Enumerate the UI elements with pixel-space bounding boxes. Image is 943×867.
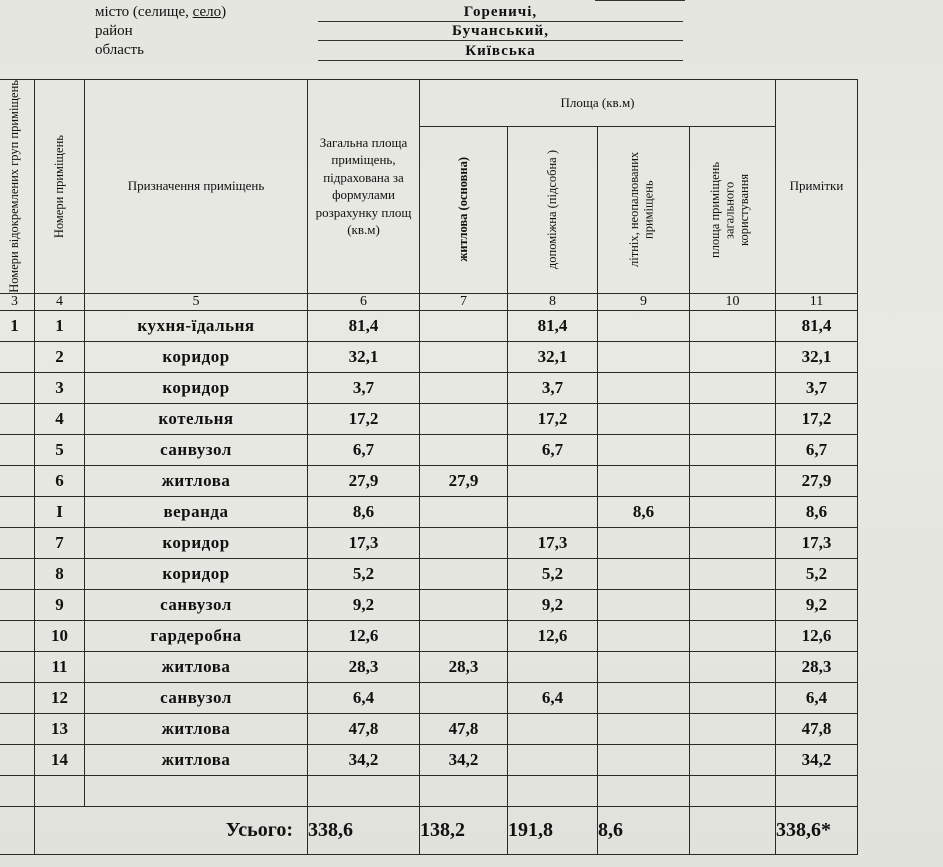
cell-summer-area [598,713,690,744]
table-row [0,527,858,558]
cell-common-area [690,589,776,620]
cell-notes: 5,2 [776,558,858,589]
cell-group-no [0,744,35,775]
cell-purpose: гардеробна [85,620,308,651]
col-auxiliary-header: допоміжна (підсобна ) [508,126,598,293]
cell-room-no: 4 [35,403,85,434]
cell-living-area [420,403,508,434]
cell-notes: 8,6 [776,496,858,527]
cell-group-no [0,620,35,651]
cell-auxiliary-area [508,775,598,806]
cell-common-area [690,558,776,589]
rooms-table [0,79,858,855]
col-number: 5 [85,293,308,310]
table-row [0,496,858,527]
cell-living-area [420,589,508,620]
cell-purpose: житлова [85,651,308,682]
cell-summer-area [598,465,690,496]
cell-purpose: житлова [85,744,308,775]
cell-group-no [0,403,35,434]
cell-summer-area [598,558,690,589]
cell-notes: 34,2 [776,744,858,775]
cell-total-area: 9,2 [308,589,420,620]
cell-total-area: 47,8 [308,713,420,744]
cell-auxiliary-area: 6,4 [508,682,598,713]
cell-notes: 6,7 [776,434,858,465]
col-notes-header: Примітки [776,80,858,294]
cell-notes: 81,4 [776,310,858,341]
cell-total-area: 17,2 [308,403,420,434]
cell-summer-area [598,682,690,713]
cell-group-no [0,682,35,713]
cell-living-area [420,434,508,465]
cell-notes: 17,3 [776,527,858,558]
cell-summer-area [598,744,690,775]
cell-common-area [690,465,776,496]
cell-purpose: коридор [85,527,308,558]
cell-total-area: 32,1 [308,341,420,372]
cell-room-no: I [35,496,85,527]
cell-living-area [420,558,508,589]
cell-purpose: санвузол [85,589,308,620]
table-row [0,403,858,434]
cell-room-no: 11 [35,651,85,682]
cell-room-no: 1 [35,310,85,341]
cell-auxiliary-area [508,465,598,496]
cell-purpose: коридор [85,558,308,589]
cell-total-area: 12,6 [308,620,420,651]
cell-group-no [0,713,35,744]
cell-living-area: 47,8 [420,713,508,744]
cell-group-no [0,496,35,527]
col-purpose-header: Призначення приміщень [85,80,308,294]
cell-notes: 27,9 [776,465,858,496]
cell-total-area: 3,7 [308,372,420,403]
cell-group-no [0,341,35,372]
col-number: 7 [420,293,508,310]
cell-common-area [690,310,776,341]
cell-purpose: житлова [85,713,308,744]
cell-group-no [0,651,35,682]
cell-common-area [690,341,776,372]
cell-common-area [690,403,776,434]
cell-auxiliary-area: 5,2 [508,558,598,589]
cell-purpose: коридор [85,341,308,372]
totals-notes: 338,6* [776,806,858,854]
cell-auxiliary-area [508,744,598,775]
district-value: Бучанський, [318,23,683,41]
cell-purpose: житлова [85,465,308,496]
col-number: 3 [0,293,35,310]
cell-common-area [690,372,776,403]
cell-total-area: 6,4 [308,682,420,713]
cell-notes: 12,6 [776,620,858,651]
cell-purpose: кухня-їдальня [85,310,308,341]
cell-summer-area [598,651,690,682]
cell-room-no: 10 [35,620,85,651]
cell-purpose: котельня [85,403,308,434]
cell-notes: 3,7 [776,372,858,403]
cell-auxiliary-area: 6,7 [508,434,598,465]
cell-room-no: 8 [35,558,85,589]
cell-summer-area [598,527,690,558]
cell-notes: 17,2 [776,403,858,434]
col-number: 6 [308,293,420,310]
col-number: 10 [690,293,776,310]
cell-summer-area [598,434,690,465]
region-value: Київська [318,43,683,61]
region-label: область [95,42,144,58]
cell-group-no [0,527,35,558]
col-common-header: площа приміщень загального користування [690,126,776,293]
cell-group-no: 1 [0,310,35,341]
cell-notes: 9,2 [776,589,858,620]
table-row [0,589,858,620]
table-row [0,310,858,341]
cell-living-area: 28,3 [420,651,508,682]
col-summer-header: літніх, неопалюваних приміщень [598,126,690,293]
totals-total-area: 338,6 [308,806,420,854]
cell-room-no: 13 [35,713,85,744]
cell-auxiliary-area [508,713,598,744]
cell-common-area [690,527,776,558]
cell-group-no [0,558,35,589]
cell-living-area: 34,2 [420,744,508,775]
cell-living-area [420,775,508,806]
cell-notes: 28,3 [776,651,858,682]
cell-room-no: 7 [35,527,85,558]
table-row [0,558,858,589]
cell-total-area: 34,2 [308,744,420,775]
cell-summer-area [598,403,690,434]
cell-total-area: 6,7 [308,434,420,465]
cell-living-area: 27,9 [420,465,508,496]
cell-summer-area [598,775,690,806]
col-room-no-header: Номери приміщень [35,80,85,294]
cell-room-no: 6 [35,465,85,496]
cell-room-no: 5 [35,434,85,465]
col-number: 9 [598,293,690,310]
cell-purpose: санвузол [85,434,308,465]
cell-common-area [690,651,776,682]
city-value: Гореничі, [318,4,683,22]
cell-summer-area [598,589,690,620]
cell-room-no: 2 [35,341,85,372]
cell-purpose: коридор [85,372,308,403]
col-total-area-header: Загальна площа приміщень, підрахована за формулами розрахунку площ (кв.м) [308,80,420,294]
cell-living-area [420,310,508,341]
cell-auxiliary-area: 32,1 [508,341,598,372]
cell-purpose: санвузол [85,682,308,713]
cell-notes: 6,4 [776,682,858,713]
cell-auxiliary-area [508,651,598,682]
col-number: 11 [776,293,858,310]
totals-label: Усього: [35,806,308,854]
cell-common-area [690,713,776,744]
col-living-header: житлова (основна) [420,126,508,293]
cell-auxiliary-area: 12,6 [508,620,598,651]
totals-spacer [0,806,35,854]
cell-living-area [420,620,508,651]
district-label: район [95,23,133,39]
table-row [0,775,858,806]
totals-summer: 8,6 [598,806,690,854]
cell-auxiliary-area: 3,7 [508,372,598,403]
cell-notes [776,775,858,806]
cell-auxiliary-area: 17,3 [508,527,598,558]
cell-total-area: 28,3 [308,651,420,682]
cell-notes: 32,1 [776,341,858,372]
cell-group-no [0,589,35,620]
cell-room-no [35,775,85,806]
cell-summer-area [598,620,690,651]
table-row [0,620,858,651]
cell-group-no [0,372,35,403]
table-row [0,341,858,372]
table-row [0,434,858,465]
table-row [0,372,858,403]
cell-summer-area [598,341,690,372]
area-group-header: Площа (кв.м) [420,80,776,127]
cell-total-area: 27,9 [308,465,420,496]
cell-living-area [420,372,508,403]
cell-common-area [690,620,776,651]
cell-group-no [0,465,35,496]
cell-living-area [420,496,508,527]
totals-living: 138,2 [420,806,508,854]
cell-room-no: 12 [35,682,85,713]
cell-common-area [690,682,776,713]
cell-notes: 47,8 [776,713,858,744]
table-row [0,651,858,682]
cell-purpose: веранда [85,496,308,527]
cell-summer-area [598,372,690,403]
cell-living-area [420,341,508,372]
cell-common-area [690,744,776,775]
header-rule [595,0,685,1]
table-row [0,713,858,744]
cell-room-no: 3 [35,372,85,403]
col-number: 4 [35,293,85,310]
totals-row [0,806,858,854]
cell-common-area [690,775,776,806]
cell-total-area: 8,6 [308,496,420,527]
cell-living-area [420,682,508,713]
cell-total-area: 81,4 [308,310,420,341]
cell-group-no [0,434,35,465]
city-label: місто (селище, село) [95,4,227,20]
cell-auxiliary-area: 9,2 [508,589,598,620]
table-row [0,465,858,496]
totals-auxiliary: 191,8 [508,806,598,854]
col-group-no-header: Номери відокремлених груп приміщень [0,80,35,294]
cell-living-area [420,527,508,558]
cell-total-area [308,775,420,806]
totals-common [690,806,776,854]
cell-purpose [85,775,308,806]
table-row [0,744,858,775]
cell-total-area: 5,2 [308,558,420,589]
cell-group-no [0,775,35,806]
cell-total-area: 17,3 [308,527,420,558]
cell-summer-area [598,310,690,341]
cell-common-area [690,496,776,527]
cell-auxiliary-area: 17,2 [508,403,598,434]
cell-auxiliary-area [508,496,598,527]
table-row [0,682,858,713]
cell-room-no: 14 [35,744,85,775]
cell-summer-area: 8,6 [598,496,690,527]
col-number: 8 [508,293,598,310]
cell-room-no: 9 [35,589,85,620]
cell-auxiliary-area: 81,4 [508,310,598,341]
cell-common-area [690,434,776,465]
